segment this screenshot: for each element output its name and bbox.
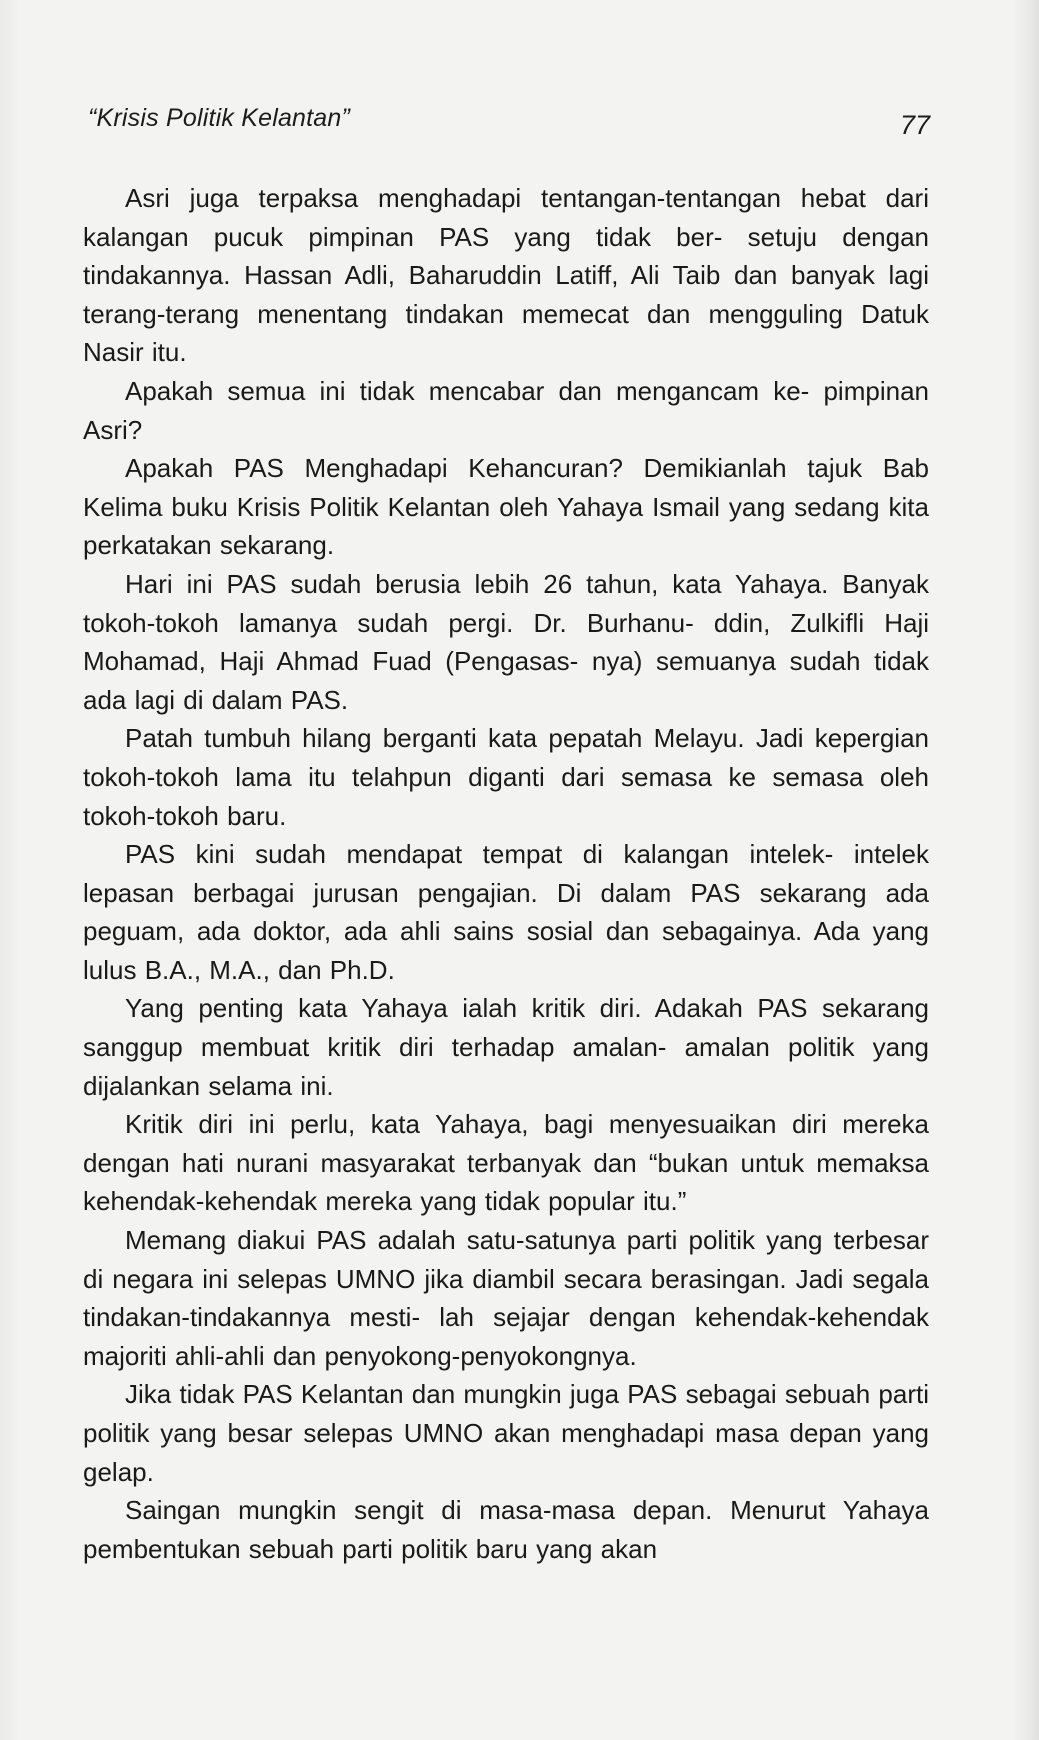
page-edge-shadow (1013, 0, 1039, 1740)
running-header (88, 104, 930, 144)
paragraph: Kritik diri ini perlu, kata Yahaya, bagi menyesuaikan diri mereka dengan hati nurani masyarakat terbanyak dan “bukan untuk memaksa kehendak-kehendak mereka yang tidak popular itu.” (83, 1109, 929, 1217)
paragraph: Memang diakui PAS adalah satu-satunya parti politik yang terbesar di negara ini selepas UMNO jika diambil secara berasingan. Jadi segala tindakan-tindakannya mesti- lah sejajar dengan kehendak-kehendak majoriti ahli-ahli dan penyokong-penyokongnya. (83, 1225, 929, 1371)
paragraph: Hari ini PAS sudah berusia lebih 26 tahun, kata Yahaya. Banyak tokoh-tokoh lamanya sudah pergi. Dr. Burhanu- ddin, Zulkifli Haji Mohamad, Haji Ahmad Fuad (Pengasas- nya) semuanya sudah tidak ada lagi di dalam PAS. (83, 568, 929, 715)
body-text (83, 179, 929, 1568)
paragraph: Jika tidak PAS Kelantan dan mungkin juga PAS sebagai sebuah parti politik yang besar selepas UMNO akan menghadapi masa depan yang gelap. (83, 1379, 929, 1487)
paragraph: PAS kini sudah mendapat tempat di kalangan intelek- intelek lepasan berbagai jurusan pengajian. Di dalam PAS sekarang ada peguam, ada doktor, ada ahli sains sosial dan sebagainya. Ada yang lulus B.A., M.A., dan Ph.D. (83, 839, 929, 985)
page-gutter-shadow (0, 0, 20, 1740)
paragraph: Saingan mungkin sengit di masa-masa depan. Menurut Yahaya pembentukan sebuah parti politik baru yang akan (83, 1495, 929, 1564)
paragraph: Asri juga terpaksa menghadapi tentangan-tentangan hebat dari kalangan pucuk pimpinan PAS yang tidak ber- setuju dengan tindakannya. Hassan Adli, Baharuddin Latiff, Ali Taib dan banyak lagi terang-terang menentang tindakan memecat dan mengguling Datuk Nasir itu. (83, 183, 929, 368)
page-number: 77 (899, 110, 930, 140)
paragraph: Apakah semua ini tidak mencabar dan mengancam ke- pimpinan Asri? (83, 375, 929, 445)
paragraph: Yang penting kata Yahaya ialah kritik diri. Adakah PAS sekarang sanggup membuat kritik diri terhadap amalan- amalan politik yang dijalankan selama ini. (83, 993, 929, 1101)
paragraph: Patah tumbuh hilang berganti kata pepatah Melayu. Jadi kepergian tokoh-tokoh lama itu telahpun diganti dari semasa ke semasa oleh tokoh-tokoh baru. (83, 723, 929, 831)
paragraph: Apakah PAS Menghadapi Kehancuran? Demikianlah tajuk Bab Kelima buku Krisis Politik Kelantan oleh Yahaya Ismail yang sedang kita perkatakan sekarang. (83, 453, 929, 561)
running-title: “Krisis Politik Kelantan” (88, 104, 351, 132)
